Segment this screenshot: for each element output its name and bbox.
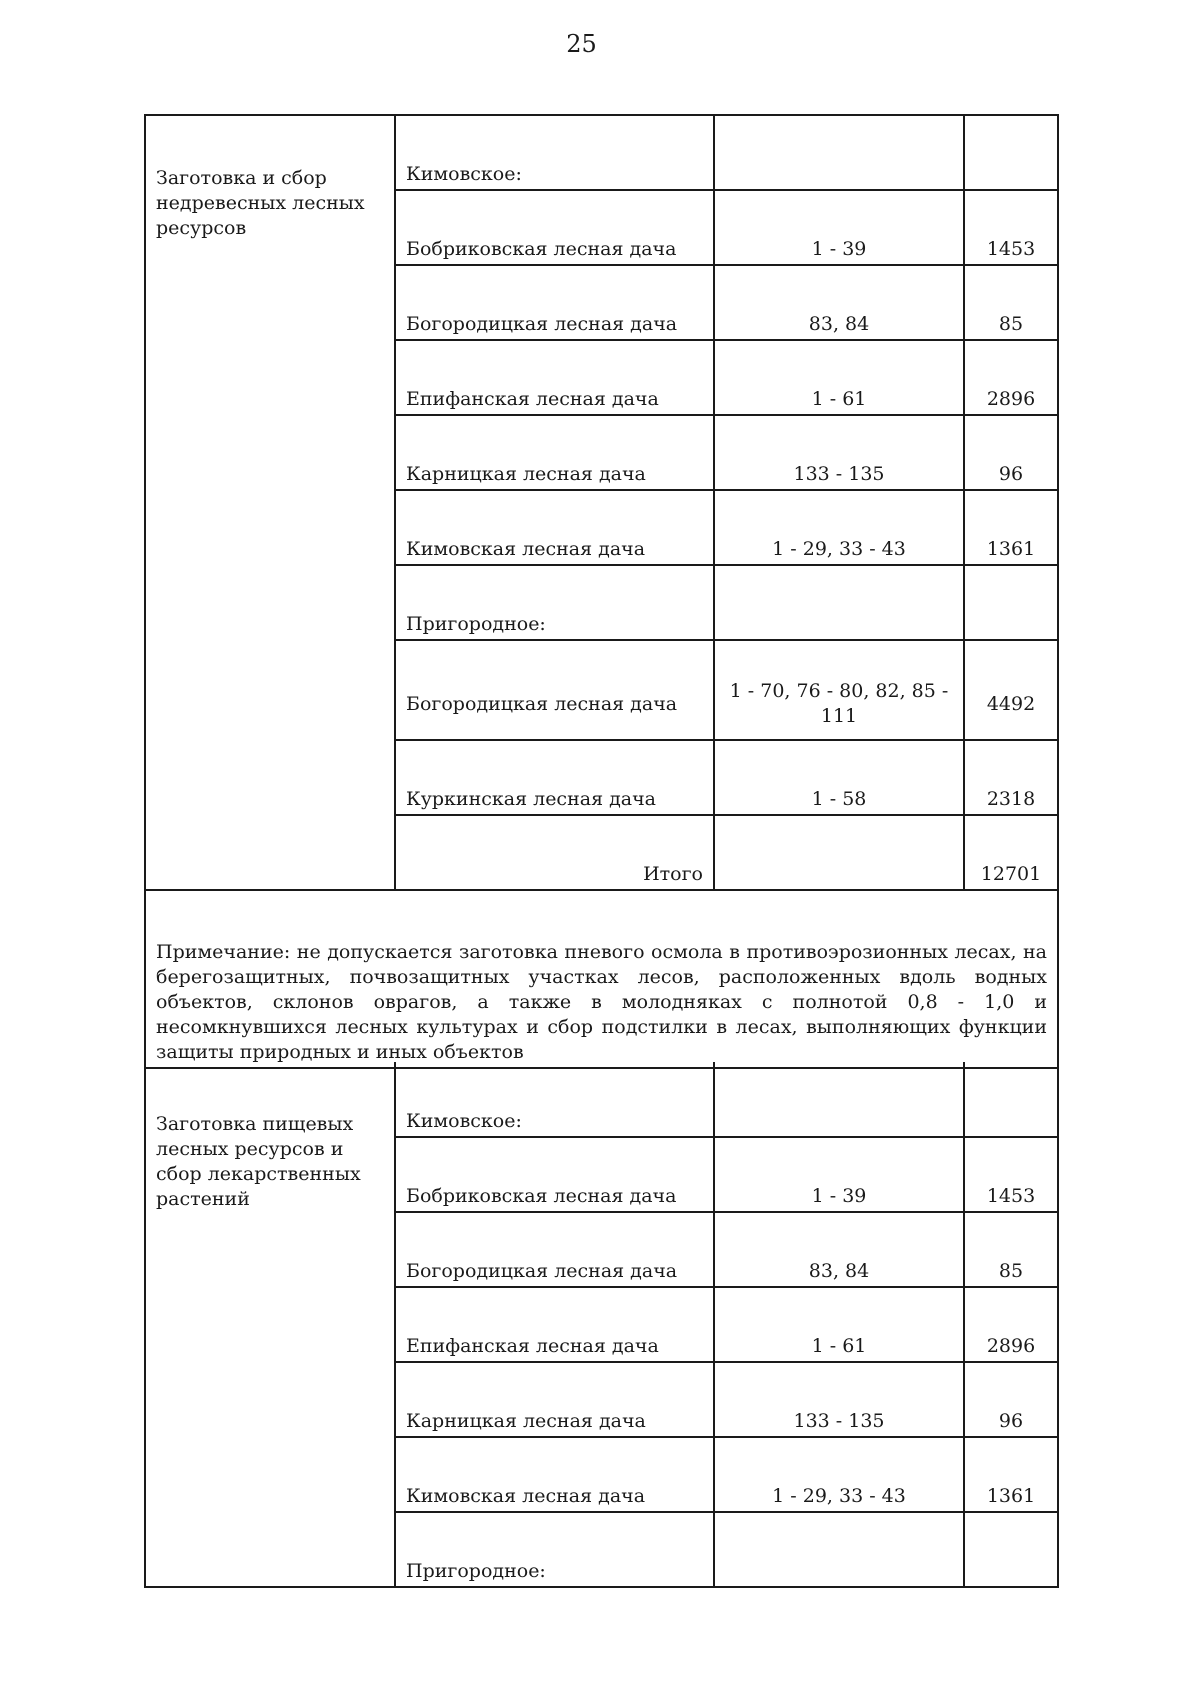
area-cell: 1361 (964, 1437, 1058, 1512)
quarters-cell (714, 1512, 964, 1587)
table-row (145, 115, 1058, 190)
forestry-name: Пригородное: (395, 1512, 714, 1587)
area-cell: 2896 (964, 340, 1058, 415)
total-quarters (714, 815, 964, 890)
area-cell: 4492 (964, 640, 1058, 740)
total-area: 12701 (964, 815, 1058, 890)
note-text: Примечание: не допускается заготовка пневого осмола в противоэрозионных лесах, на берегозащитных, почвозащитных участках лесов, расположенных вдоль водных объектов, склонов оврагов, а также в молодняках с полнотой 0,8 - 1,0 и несомкнувшихся лесных культурах и сбор подстилки в лесах, выполняющих функции защиты природных и иных объектов (145, 890, 1058, 1068)
total-label: Итого (395, 815, 714, 890)
forestry-name: Кимовская лесная дача (395, 490, 714, 565)
forestry-name: Богородицкая лесная дача (395, 640, 714, 740)
forestry-name: Кимовская лесная дача (395, 1437, 714, 1512)
quarters-cell: 1 - 58 (714, 740, 964, 815)
quarters-cell (714, 1062, 964, 1137)
quarters-cell (714, 565, 964, 640)
page-number: 25 (566, 30, 597, 58)
area-cell (964, 115, 1058, 190)
forestry-name: Бобриковская лесная дача (395, 1137, 714, 1212)
note-row (145, 890, 1058, 1068)
forest-resources-table (144, 114, 1059, 1069)
quarters-cell: 83, 84 (714, 265, 964, 340)
table-row (145, 1062, 1058, 1137)
forestry-name: Карницкая лесная дача (395, 1362, 714, 1437)
quarters-cell: 1 - 39 (714, 1137, 964, 1212)
forestry-name: Карницкая лесная дача (395, 415, 714, 490)
quarters-cell: 1 - 29, 33 - 43 (714, 1437, 964, 1512)
quarters-cell: 83, 84 (714, 1212, 964, 1287)
area-cell: 2318 (964, 740, 1058, 815)
area-cell (964, 1062, 1058, 1137)
forestry-name: Бобриковская лесная дача (395, 190, 714, 265)
forestry-name: Епифанская лесная дача (395, 1287, 714, 1362)
quarters-cell: 1 - 70, 76 - 80, 82, 85 - 111 (714, 640, 964, 740)
quarters-cell: 133 - 135 (714, 415, 964, 490)
forestry-name: Кимовское: (395, 115, 714, 190)
area-cell: 96 (964, 1362, 1058, 1437)
area-cell: 2896 (964, 1287, 1058, 1362)
area-cell (964, 1512, 1058, 1587)
quarters-cell: 1 - 29, 33 - 43 (714, 490, 964, 565)
forestry-name: Кимовское: (395, 1062, 714, 1137)
quarters-cell: 133 - 135 (714, 1362, 964, 1437)
quarters-cell (714, 115, 964, 190)
area-cell: 96 (964, 415, 1058, 490)
forestry-name: Богородицкая лесная дача (395, 1212, 714, 1287)
forestry-name: Епифанская лесная дача (395, 340, 714, 415)
quarters-cell: 1 - 61 (714, 1287, 964, 1362)
area-cell: 85 (964, 265, 1058, 340)
area-cell (964, 565, 1058, 640)
forestry-name: Куркинская лесная дача (395, 740, 714, 815)
area-cell: 1453 (964, 1137, 1058, 1212)
activity-label: Заготовка пищевых лесных ресурсов и сбор лекарственных растений (145, 1062, 395, 1587)
forestry-name: Пригородное: (395, 565, 714, 640)
quarters-cell: 1 - 39 (714, 190, 964, 265)
quarters-cell: 1 - 61 (714, 340, 964, 415)
food-resources-table (144, 1062, 1059, 1588)
forestry-name: Богородицкая лесная дача (395, 265, 714, 340)
area-cell: 1453 (964, 190, 1058, 265)
area-cell: 1361 (964, 490, 1058, 565)
area-cell: 85 (964, 1212, 1058, 1287)
activity-label: Заготовка и сбор недревесных лесных ресурсов (145, 115, 395, 890)
